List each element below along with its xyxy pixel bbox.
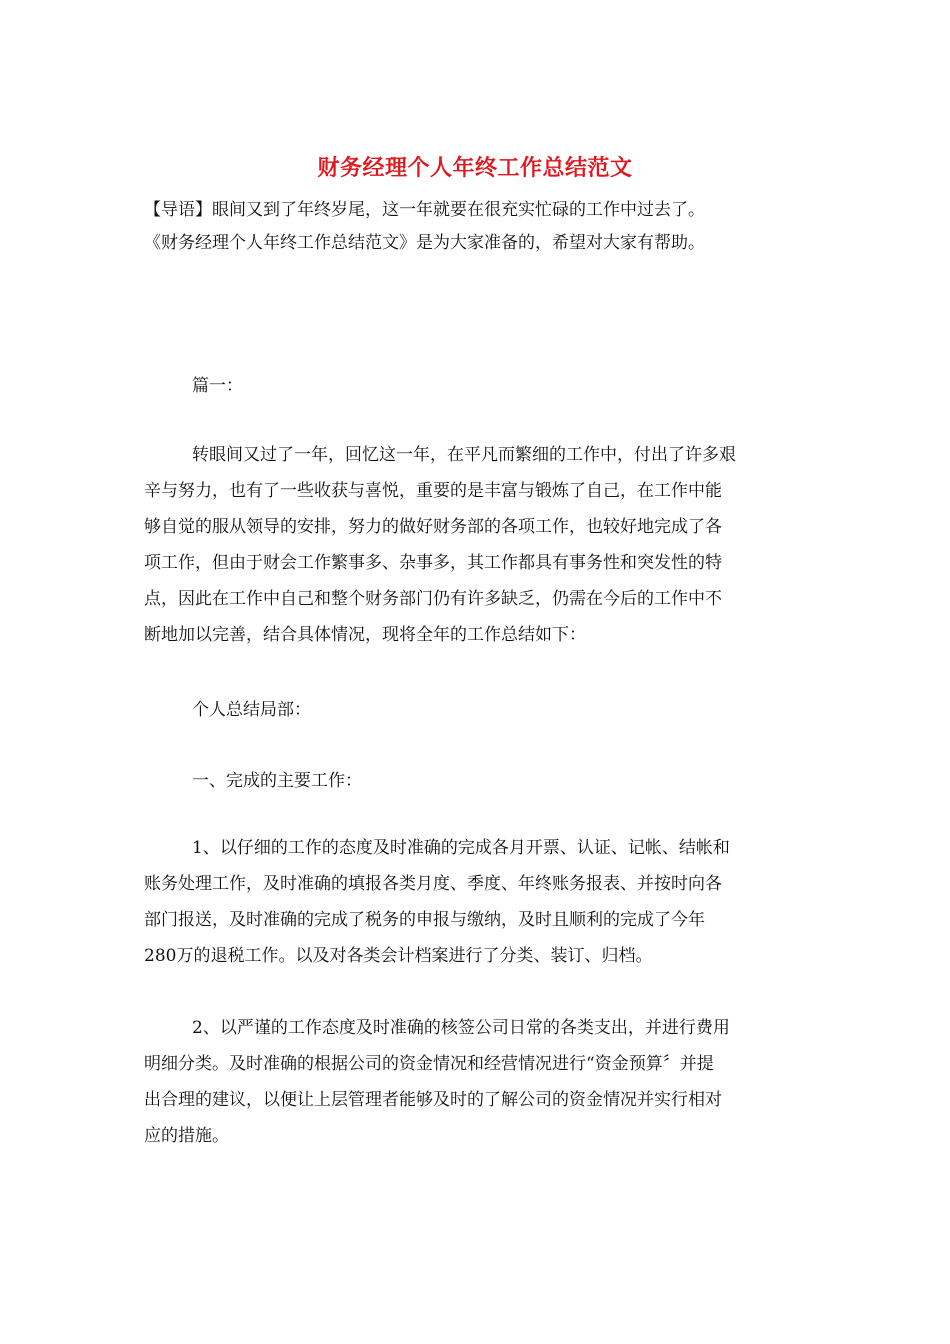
heading-personal-text: 个人总结局部： <box>192 700 311 720</box>
paragraph-line: 转眼间又过了一年，回忆这一年，在平凡而繁细的工作中，付出了许多艰 <box>192 445 736 465</box>
paragraph-intro-summary <box>144 437 806 653</box>
heading-personal-summary <box>144 692 806 728</box>
paragraph-line: 部门报送，及时准确的完成了税务的申报与缴纳，及时且顺利的完成了今年 <box>144 910 705 930</box>
paragraph-line: 1、以仔细的工作的态度及时准确的完成各月开票、认证、记帐、结帐和 <box>192 838 730 858</box>
paragraph-line: 明细分类。及时准确的根据公司的资金情况和经营情况进行“资金预算〞并提 <box>144 1054 714 1074</box>
intro-line: 【导语】眼间又到了年终岁尾，这一年就要在很充实忙碌的工作中过去了。 <box>144 200 705 220</box>
heading-main-work-text: 一、完成的主要工作： <box>192 771 362 791</box>
list-item-1 <box>144 830 806 974</box>
paragraph-line: 应的措施。 <box>144 1126 229 1146</box>
intro-paragraph <box>144 194 806 260</box>
paragraph-line: 辛与努力，也有了一些收获与喜悦，重要的是丰富与锻炼了自己，在工作中能 <box>144 481 722 501</box>
paragraph-line: 点，因此在工作中自己和整个财务部门仍有许多缺乏，仍需在今后的工作中不 <box>144 589 722 609</box>
paragraph-line: 断地加以完善，结合具体情况，现将全年的工作总结如下： <box>144 625 586 645</box>
section-label-text: 篇一： <box>192 376 243 396</box>
list-item-2 <box>144 1010 806 1154</box>
section-label <box>144 368 806 404</box>
paragraph-line: 2、以严谨的工作态度及时准确的核签公司日常的各类支出，并进行费用 <box>192 1018 730 1038</box>
heading-main-work <box>144 763 806 799</box>
paragraph-line: 出合理的建议，以便让上层管理者能够及时的了解公司的资金情况并实行相对 <box>144 1090 722 1110</box>
paragraph-line: 账务处理工作，及时准确的填报各类月度、季度、年终账务报表、并按时向各 <box>144 874 722 894</box>
paragraph-line: 280万的退税工作。以及对各类会计档案进行了分类、装订、归档。 <box>144 946 653 966</box>
paragraph-line: 够自觉的服从领导的安排，努力的做好财务部的各项工作，也较好地完成了各 <box>144 517 722 537</box>
document-title: 财务经理个人年终工作总结范文 <box>317 155 633 181</box>
intro-line: 《财务经理个人年终工作总结范文》是为大家准备的，希望对大家有帮助。 <box>144 233 705 253</box>
paragraph-line: 项工作，但由于财会工作繁事多、杂事多，其工作都具有事务性和突发性的特 <box>144 553 722 573</box>
document-page <box>144 0 806 1344</box>
